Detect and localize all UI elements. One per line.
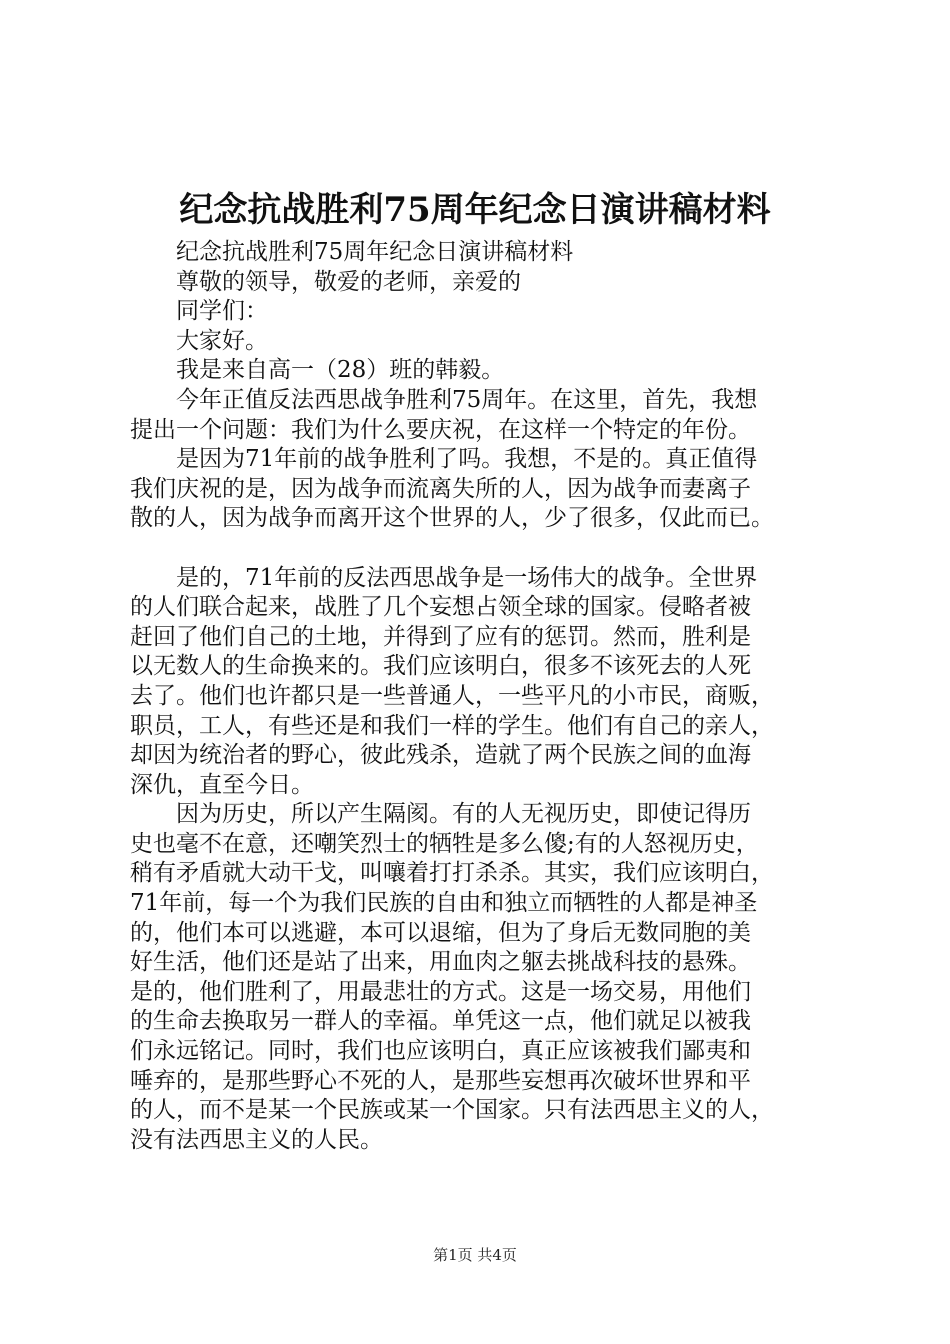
body-line: 散的人，因为战争而离开这个世界的人，少了很多，仅此而已。 [130, 505, 774, 532]
body-line: 好生活，他们还是站了出来，用血肉之躯去挑战科技的悬殊。 [130, 949, 751, 976]
body-line: 我们庆祝的是，因为战争而流离失所的人，因为战争而妻离子 [130, 475, 751, 502]
body-line: 的，他们本可以逃避，本可以退缩，但为了身后无数同胞的美 [130, 919, 751, 946]
document-title: 纪念抗战胜利75周年纪念日演讲稿材料 [179, 190, 771, 230]
body-line: 唾弃的，是那些野心不死的人，是那些妄想再次破坏世界和平 [130, 1067, 751, 1094]
body-line: 尊敬的领导，敬爱的老师，亲爱的 [176, 268, 521, 295]
body-line: 提出一个问题：我们为什么要庆祝，在这样一个特定的年份。 [130, 416, 751, 443]
body-line: 今年正值反法西思战争胜利75周年。在这里，首先，我想 [176, 386, 758, 413]
body-line: 的生命去换取另一群人的幸福。单凭这一点，他们就足以被我 [130, 1008, 751, 1035]
body-line: 71年前，每一个为我们民族的自由和独立而牺牲的人都是神圣 [130, 890, 758, 917]
body-line: 我是来自高一（28）班的韩毅。 [176, 357, 505, 384]
body-line: 的人们联合起来，战胜了几个妄想占领全球的国家。侵略者被 [130, 594, 751, 621]
body-line: 职员，工人，有些还是和我们一样的学生。他们有自己的亲人， [130, 712, 774, 739]
page-footer: 第1页 共4页 [433, 1246, 517, 1264]
body-line: 大家好。 [176, 327, 268, 354]
body-line: 是的，71年前的反法西思战争是一场伟大的战争。全世界 [176, 564, 758, 591]
body-line: 却因为统治者的野心，彼此残杀，造就了两个民族之间的血海 [130, 742, 751, 769]
body-line: 同学们： [176, 298, 268, 325]
body-line: 因为历史，所以产生隔阂。有的人无视历史，即使记得历 [176, 801, 751, 828]
body-line: 没有法西思主义的人民。 [130, 1126, 383, 1153]
body-line: 是的，他们胜利了，用最悲壮的方式。这是一场交易，用他们 [130, 978, 751, 1005]
body-line: 们永远铭记。同时，我们也应该明白，真正应该被我们鄙夷和 [130, 1038, 751, 1065]
body-line: 赶回了他们自己的土地，并得到了应有的惩罚。然而，胜利是 [130, 623, 751, 650]
body-line: 稍有矛盾就大动干戈，叫嚷着打打杀杀。其实，我们应该明白， [130, 860, 774, 887]
body-line: 史也毫不在意，还嘲笑烈士的牺牲是多么傻;有的人怒视历史， [130, 830, 759, 857]
body-line: 的人，而不是某一个民族或某一个国家。只有法西思主义的人， [130, 1097, 774, 1124]
document-body [130, 238, 850, 1155]
blank-line [130, 534, 850, 564]
body-line: 是因为71年前的战争胜利了吗。我想，不是的。真正值得 [176, 446, 758, 473]
body-line: 以无数人的生命换来的。我们应该明白，很多不该死去的人死 [130, 653, 751, 680]
body-line: 深仇，直至今日。 [130, 771, 314, 798]
body-line: 去了。他们也许都只是一些普通人，一些平凡的小市民，商贩， [130, 682, 774, 709]
body-line: 纪念抗战胜利75周年纪念日演讲稿材料 [176, 239, 574, 265]
